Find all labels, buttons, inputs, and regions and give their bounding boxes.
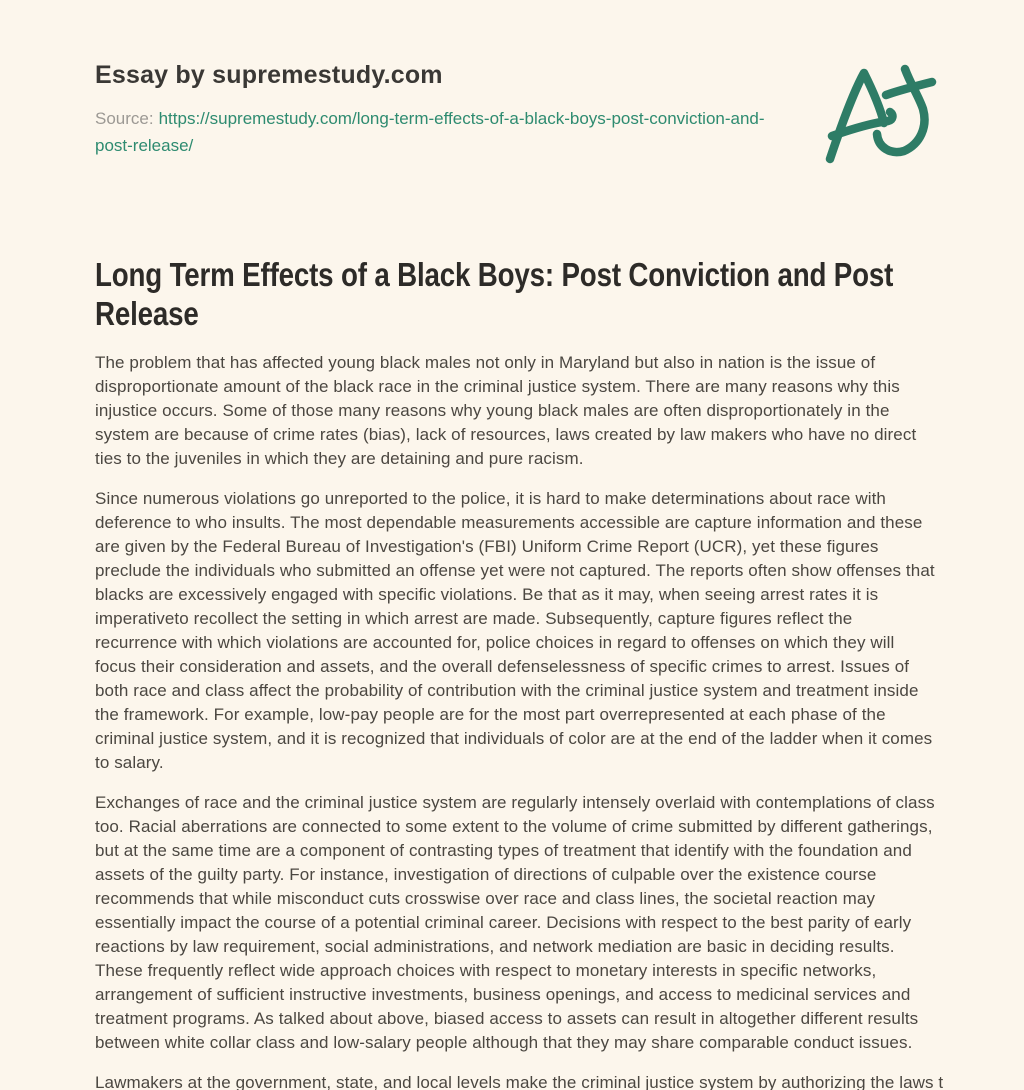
essay-paragraph-4-partial: Lawmakers at the government, state, and local levels make the criminal justice system by authorizing the laws t [95, 1073, 944, 1090]
logo-a-legs [830, 73, 884, 159]
a-plus-logo-icon [820, 58, 970, 170]
page-header [95, 58, 1024, 159]
logo-plus-bar [886, 82, 932, 95]
essay-body [95, 255, 1024, 1090]
essay-paragraph-2: Since numerous violations go unreported to the police, it is hard to make determinations about race with deference to who insults. The most dependable measurements accessible are capture information and these are given by the Federal Bureau of Investigation's (FBI) Uniform Crime Report (UCR), yet these figures preclude the individuals who submitted an offense yet were not captured. The reports often show offenses that blacks are excessively engaged with specific violations. Be that as it may, when seeing arrest rates it is imperativeto recollect the setting in which arrest are made. Subsequently, capture figures reflect the recurrence with which violations are accounted for, police choices in regard to offenses on which they will focus their consideration and assets, and the overall defenselessness of specific crimes to arrest. Issues of both race and class affect the probability of contribution with the criminal justice system and treatment inside the framework. For example, low-pay people are for the most part overrepresented at each phase of the criminal justice system, and it is recognized that individuals of color are at the end of the ladder when it comes to salary. [95, 489, 935, 772]
source-link[interactable]: https://supremestudy.com/long-term-effects-of-a-black-boys-post-conviction-and-post-release/ [95, 109, 765, 155]
essay-paragraph-1: The problem that has affected young black males not only in Maryland but also in nation is the issue of disproportionate amount of the black race in the criminal justice system. There are many reasons why this injustice occurs. Some of those many reasons why young black males are often disproportionately in the system are because of crime rates (bias), lack of resources, laws created by law makers who have no direct ties to the juveniles in which they are detaining and pure racism. [95, 353, 917, 468]
essay-title: Long Term Effects of a Black Boys: Post Conviction and Post Release [95, 256, 894, 332]
byline-heading: Essay by supremestudy.com [95, 61, 443, 89]
source-line [95, 105, 795, 159]
essay-paragraph-3: Exchanges of race and the criminal justice system are regularly intensely overlaid with contemplations of class too. Racial aberrations are connected to some extent to the volume of crime submitted by different gatherings, but at the same time are a component of contrasting types of treatment that identify with the foundation and assets of the guilty party. For instance, investigation of directions of culpable over the existence course recommends that while misconduct cuts crosswise over race and class lines, the societal reaction may essentially impact the course of a potential criminal career. Decisions with respect to the best parity of early reactions by law requirement, social administrations, and network mediation are basic in deciding results. These frequently reflect wide approach choices with respect to monetary interests in specific networks, arrangement of sufficient instructive investments, business openings, and access to medicinal services and treatment programs. As talked about above, biased access to assets can result in altogether different results between white collar class and low-salary people although that they may share comparable conduct issues. [95, 793, 935, 1052]
source-label: Source: [95, 109, 154, 128]
